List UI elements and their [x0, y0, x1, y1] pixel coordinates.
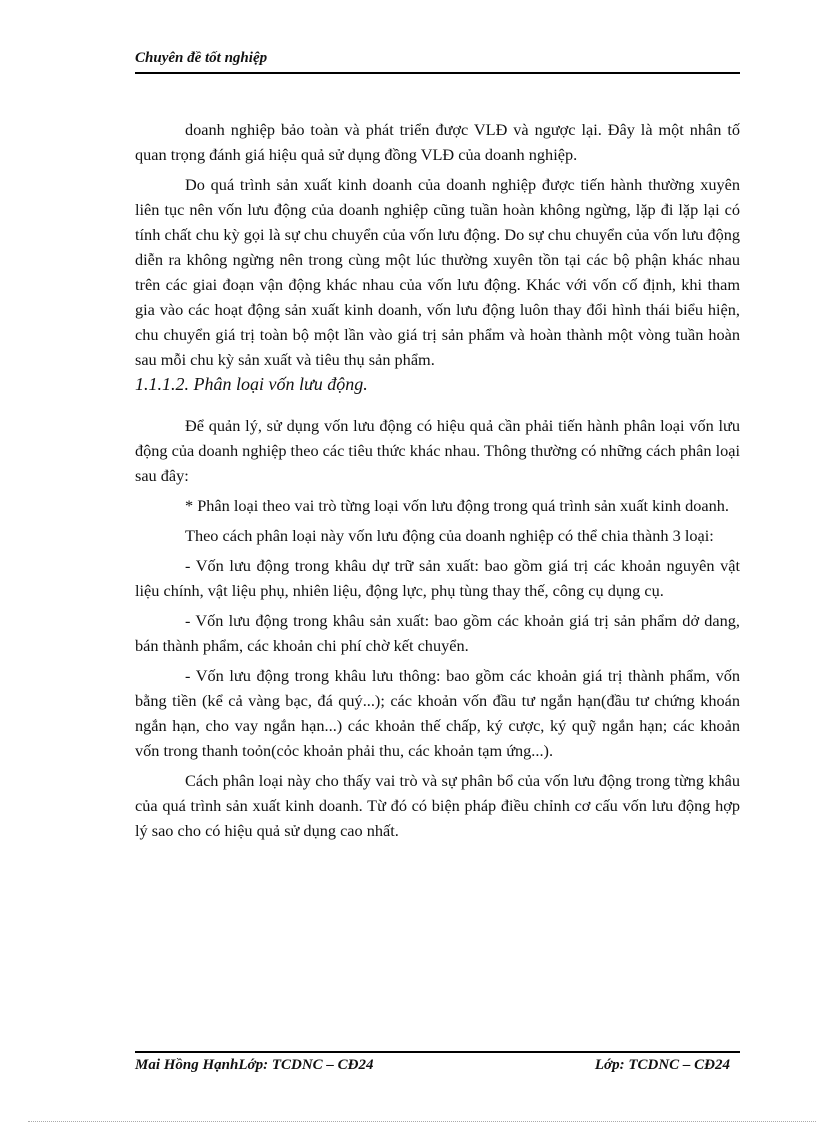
paragraph-1: doanh nghiệp bảo toàn và phát triển được VLĐ và ngược lại. Đây là một nhân tố quan trọng đánh giá hiệu quả sử dụng đồng VLĐ của doanh nghiệp.: [135, 120, 740, 164]
bottom-dotted-rule: [28, 1121, 816, 1122]
paragraph-4: * Phân loại theo vai trò từng loại vốn lưu động trong quá trình sản xuất kinh doanh.: [185, 496, 729, 515]
paragraph-5: Theo cách phân loại này vốn lưu động của doanh nghiệp có thể chia thành 3 loại:: [185, 526, 714, 545]
paragraph-3: Để quản lý, sử dụng vốn lưu động có hiệu quả cần phải tiến hành phân loại vốn lưu động của doanh nghiệp theo các tiêu thức khác nhau. Thông thường có những cách phân loại sau đây:: [135, 416, 740, 485]
document-body: [135, 117, 740, 848]
page-header: [135, 48, 740, 74]
page-footer: [135, 1051, 740, 1077]
footer-right-text: Lớp: TCDNC – CĐ24: [594, 1057, 730, 1073]
section-heading: 1.1.1.2. Phân loại vốn lưu động.: [135, 374, 368, 394]
paragraph-7: - Vốn lưu động trong khâu sản xuất: bao gồm các khoản giá trị sản phẩm dở dang, bán thành phẩm, các khoản chi phí chờ kết chuyển.: [135, 611, 740, 655]
paragraph-9: Cách phân loại này cho thấy vai trò và sự phân bổ của vốn lưu động trong từng khâu của quá trình sản xuất kinh doanh. Từ đó có biện pháp điều chỉnh cơ cấu vốn lưu động hợp lý sao cho có hiệu quả sử dụng cao nhất.: [135, 771, 740, 840]
paragraph-6: - Vốn lưu động trong khâu dự trữ sản xuất: bao gồm giá trị các khoản nguyên vật liệu chính, vật liệu phụ, nhiên liệu, động lực, phụ tùng thay thế, công cụ dụng cụ.: [135, 556, 740, 600]
header-title: Chuyên đề tốt nghiệp: [135, 50, 268, 66]
footer-left-text: Mai Hồng HạnhLớp: TCDNC – CĐ24: [135, 1057, 374, 1073]
paragraph-8: - Vốn lưu động trong khâu lưu thông: bao gồm các khoản giá trị thành phẩm, vốn bằng tiền (kể cả vàng bạc, đá quý...); các khoản vốn đầu tư ngắn hạn(đầu tư chứng khoán ngắn hạn, cho vay ngắn hạn...) các khoản thế chấp, ký cược, ký quỹ ngắn hạn; các khoản vốn trong thanh toỏn(cỏc khoản phải thu, các khoản tạm ứng...).: [135, 666, 740, 760]
paragraph-2: Do quá trình sản xuất kinh doanh của doanh nghiệp được tiến hành thường xuyên liên tục nên vốn lưu động của doanh nghiệp cũng tuần hoàn không ngừng, lặp đi lặp lại có tính chất chu kỳ gọi là sự chu chuyển của vốn lưu động. Do sự chu chuyển của vốn lưu động diễn ra không ngừng nên trong cùng một lúc thường xuyên tồn tại các bộ phận khác nhau trên các giai đoạn vận động khác nhau của vốn lưu động. Khác với vốn cố định, khi tham gia vào các hoạt động sản xuất kinh doanh, vốn lưu động luôn thay đổi hình thái biểu hiện, chu chuyển giá trị toàn bộ một lần vào giá trị sản phẩm và hoàn thành một vòng tuần hoàn sau mỗi chu kỳ sản xuất và tiêu thụ sản phẩm.: [135, 175, 740, 369]
